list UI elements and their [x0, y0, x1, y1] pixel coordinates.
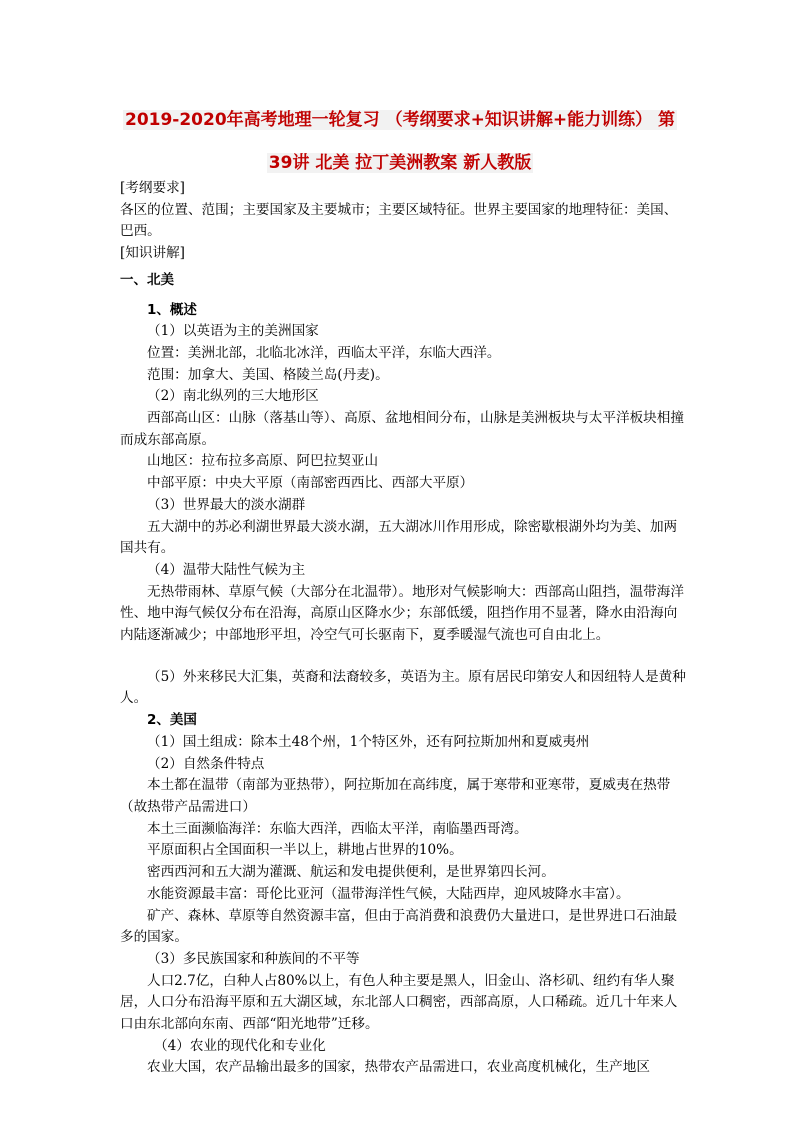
paragraph: 本土都在温带（南部为亚热带），阿拉斯加在高纬度，属于寒带和亚寒带，夏威夷在热带（故热带产品需进口）	[120, 777, 671, 815]
subheading-overview: 1、概述	[147, 301, 197, 318]
paragraph-title: （3）多民族国家和种族间的不平等	[147, 950, 360, 967]
paragraph: 范围：加拿大、美国、格陵兰岛(丹麦)。	[147, 366, 389, 383]
paragraph: 平原面积占全国面积一半以上，耕地占世界的10%。	[147, 842, 463, 859]
document-body	[120, 178, 690, 1079]
paragraph-title: （2）南北纵列的三大地形区	[147, 388, 319, 405]
paragraph: （1）国土组成：除本土48个州，1个特区外，还有阿拉斯加州和夏威夷州	[147, 733, 590, 750]
document-title-line-1: 2019-2020年高考地理一轮复习 （考纲要求+知识讲解+能力训练） 第	[124, 110, 675, 130]
knowledge-heading: [知识讲解]	[120, 245, 185, 262]
paragraph: 无热带雨林、草原气候（大部分在北温带）。地形对气候影响大：西部高山阻挡，温带海洋性、地中海气候仅分布在沿海，高原山区降水少；东部低缓，阻挡作用不显著，降水由沿海向内陆逐渐减少；中部地形平坦，冷空气可长驱南下，夏季暖湿气流也可自由北上。	[120, 583, 684, 644]
paragraph: 本土三面濒临海洋：东临大西洋，西临太平洋，南临墨西哥湾。	[147, 820, 528, 837]
paragraph: 密西西河和五大湖为灌溉、航运和发电提供便利，是世界第四长河。	[147, 864, 555, 881]
paragraph: 水能资源最丰富：哥伦比亚河（温带海洋性气候，大陆西岸，迎风坡降水丰富）。	[147, 885, 630, 902]
paragraph: 农业大国，农产品输出最多的国家，热带农产品需进口，农业高度机械化，生产地区	[147, 1059, 650, 1076]
paragraph: 山地区：拉布拉多高原、阿巴拉契亚山	[147, 453, 379, 470]
subheading-usa: 2、美国	[147, 712, 197, 729]
section-heading-north-america: 一、北美	[120, 271, 174, 288]
document-title-line-2: 39讲 北美 拉丁美洲教案 新人教版	[268, 153, 532, 173]
exam-requirements-heading: [考纲要求]	[120, 180, 185, 196]
paragraph-title: （3）世界最大的淡水湖群	[147, 496, 306, 513]
paragraph: 人口2.7亿，白种人占80%以上，有色人种主要是黑人，旧金山、洛杉矶、纽约有华人聚居，人口分布沿海平原和五大湖区域，东北部人口稠密，西部高原，人口稀疏。近几十年来人口由东北部向东南、西部“阳光地带”迁移。	[120, 972, 678, 1033]
blank-line	[120, 647, 690, 667]
paragraph: 矿产、森林、草原等自然资源丰富，但由于高消费和浪费仍大量进口，是世界进口石油最多的国家。	[120, 907, 678, 946]
paragraph: 中部平原：中央大平原（南部密西西比、西部大平原）	[147, 475, 474, 492]
paragraph: 西部高山区：山脉（落基山等）、高原、盆地相间分布，山脉是美洲板块与太平洋板块相撞而成东部高原。	[120, 410, 684, 448]
paragraph: 五大湖中的苏必利湖世界最大淡水湖，五大湖冰川作用形成，除密歇根湖外均为美、加两国共有。	[120, 518, 678, 557]
exam-requirements-text: 各区的位置、范围；主要国家及主要城市；主要区域特征。世界主要国家的地理特征：美国、巴西。	[120, 201, 678, 240]
paragraph: （5）外来移民大汇集，英裔和法裔较多，英语为主。原有居民印第安人和因纽特人是黄种人。	[120, 668, 686, 707]
paragraph-title: （4）农业的现代化和专业化	[154, 1037, 326, 1054]
paragraph-title: （4）温带大陆性气候为主	[147, 561, 306, 578]
paragraph-title: （1）以英语为主的美洲国家	[147, 323, 319, 340]
paragraph: 位置：美洲北部，北临北冰洋，西临太平洋，东临大西洋。	[147, 344, 501, 361]
paragraph-title: （2）自然条件特点	[147, 755, 265, 772]
